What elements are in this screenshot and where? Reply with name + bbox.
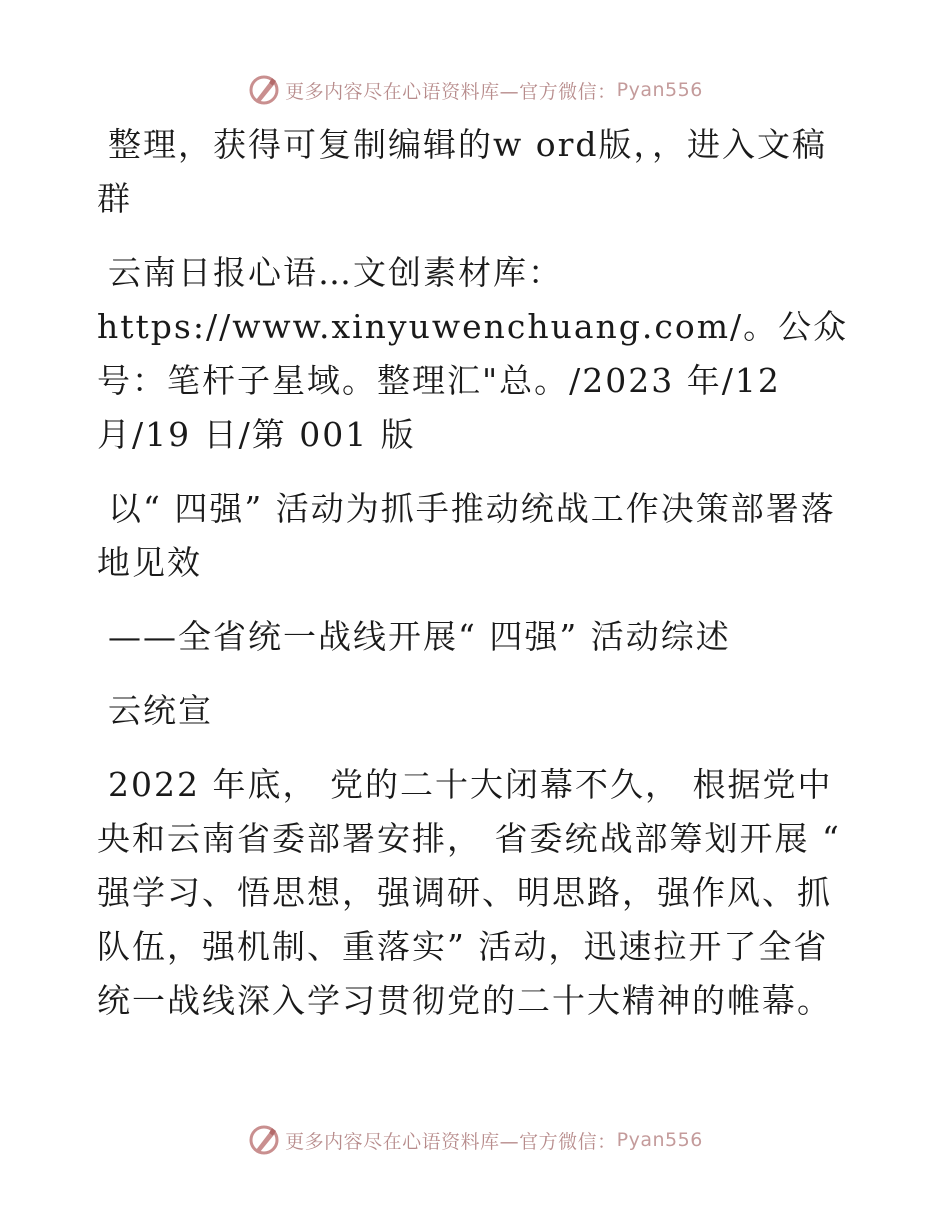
- article-subtitle: ——全省统一战线开展“ 四强” 活动综述: [108, 617, 731, 656]
- pen-logo-icon: [247, 73, 281, 107]
- watermark-text: 更多内容尽在心语资料库—官方微信：: [285, 1130, 617, 1153]
- watermark-banner-bottom: [0, 1120, 950, 1160]
- pen-logo-icon: [247, 1123, 281, 1157]
- watermark-banner-top: [0, 70, 950, 110]
- paragraph-intro: 整理，获得可复制编辑的w ord版，，进入文稿群: [97, 125, 828, 218]
- article-title: 以“ 四强” 活动为抓手推动统战工作决策部署落地见效: [97, 489, 836, 582]
- paragraph-source: 云南日报心语…文创素材库：https://www.xinyuwenchuang.com/。公众号：笔杆子星域。整理汇"总。/2023 年/12 月/19 日/第 001 版: [97, 253, 849, 454]
- watermark-wechat-id: Pyan556: [616, 79, 703, 101]
- document-body: [97, 118, 857, 1048]
- article-author: 云统宣: [108, 691, 213, 730]
- paragraph-body: 2022 年底， 党的二十大闭幕不久， 根据党中央和云南省委部署安排， 省委统战部筹划开展 “ 强学习、悟思想，强调研、明思路，强作风、抓队伍，强机制、重落实” 活动，迅速拉开了全省统一战线深入学习贯彻党的二十大精神的帷幕。: [97, 765, 841, 1020]
- watermark-text: 更多内容尽在心语资料库—官方微信：: [285, 80, 617, 103]
- watermark-wechat-id: Pyan556: [616, 1129, 703, 1151]
